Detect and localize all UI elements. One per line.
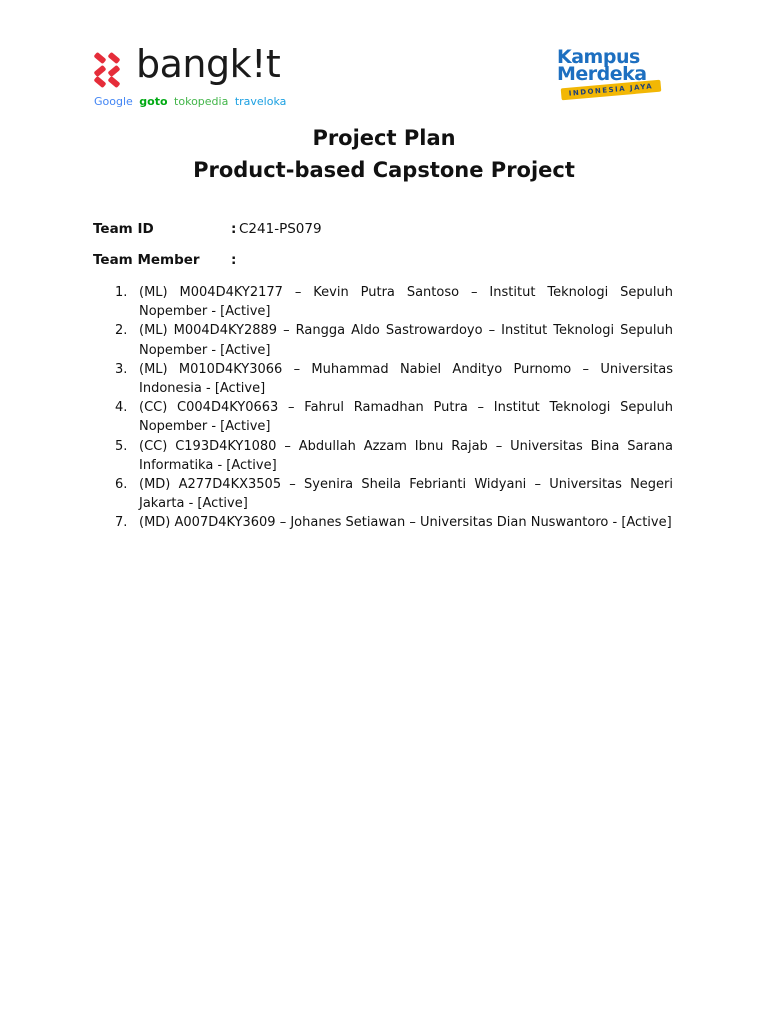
kampus-merdeka-logo (553, 46, 665, 104)
partner-google: Google (94, 95, 133, 108)
bangkit-wordmark: bangk!t (136, 42, 281, 86)
list-item (93, 398, 673, 436)
list-item-number: 6. (115, 477, 128, 493)
title-line-2: Product-based Capstone Project (193, 158, 575, 182)
document-title (0, 122, 768, 186)
list-item (93, 321, 673, 359)
partner-traveloka: traveloka (234, 95, 287, 108)
bangkit-logo (92, 42, 288, 112)
list-item-text: (ML) M004D4KY2177 – Kevin Putra Santoso – Institut Teknologi Sepuluh Nopember - [Active] (139, 285, 673, 320)
list-item-number: 1. (115, 285, 128, 300)
list-item-text: (MD) A007D4KY3609 – Johanes Setiawan – Universitas Dian Nuswantoro - [Active] (139, 515, 672, 531)
partner-tokopedia: tokopedia (174, 95, 229, 108)
list-item (93, 283, 673, 321)
kampus-logo-band-text: INDONESIA JAYA (568, 82, 654, 98)
team-id-label: Team ID (93, 221, 154, 237)
team-id-value: C241-PS079 (239, 221, 322, 237)
list-item (93, 360, 673, 398)
list-item-text: (ML) M004D4KY2889 – Rangga Aldo Sastrowardoyo – Institut Teknologi Sepuluh Nopember - [Active] (139, 323, 673, 358)
list-item-text: (ML) M010D4KY3066 – Muhammad Nabiel Andityo Purnomo – Universitas Indonesia - [Active] (139, 361, 673, 397)
list-item-number: 3. (115, 361, 128, 377)
team-member-label: Team Member (93, 252, 200, 268)
list-item (93, 513, 673, 532)
list-item (93, 437, 673, 475)
partner-logos (94, 95, 289, 108)
kampus-logo-line2: Merdeka (557, 63, 647, 85)
page-header (0, 0, 768, 120)
list-item-number: 7. (115, 515, 128, 531)
partner-goto: goto (139, 95, 168, 108)
bangkit-mark-icon (92, 52, 128, 88)
list-item-number: 5. (115, 438, 128, 454)
list-item-number: 2. (115, 323, 128, 339)
team-id-colon: : (231, 221, 237, 237)
list-item-text: (MD) A277D4KX3505 – Syenira Sheila Febrianti Widyani – Universitas Negeri Jakarta - [Active] (139, 477, 673, 512)
team-member-list (93, 283, 673, 533)
list-item (93, 475, 673, 513)
kampus-logo-line1: Kampus (557, 46, 640, 68)
list-item-text: (CC) C193D4KY1080 – Abdullah Azzam Ibnu Rajab – Universitas Bina Sarana Informatika - [Active] (139, 438, 673, 473)
list-item-text: (CC) C004D4KY0663 – Fahrul Ramadhan Putra – Institut Teknologi Sepuluh Nopember - [Active] (139, 400, 673, 435)
team-member-colon: : (231, 252, 237, 268)
title-line-1: Project Plan (312, 126, 456, 150)
list-item-number: 4. (115, 400, 128, 416)
